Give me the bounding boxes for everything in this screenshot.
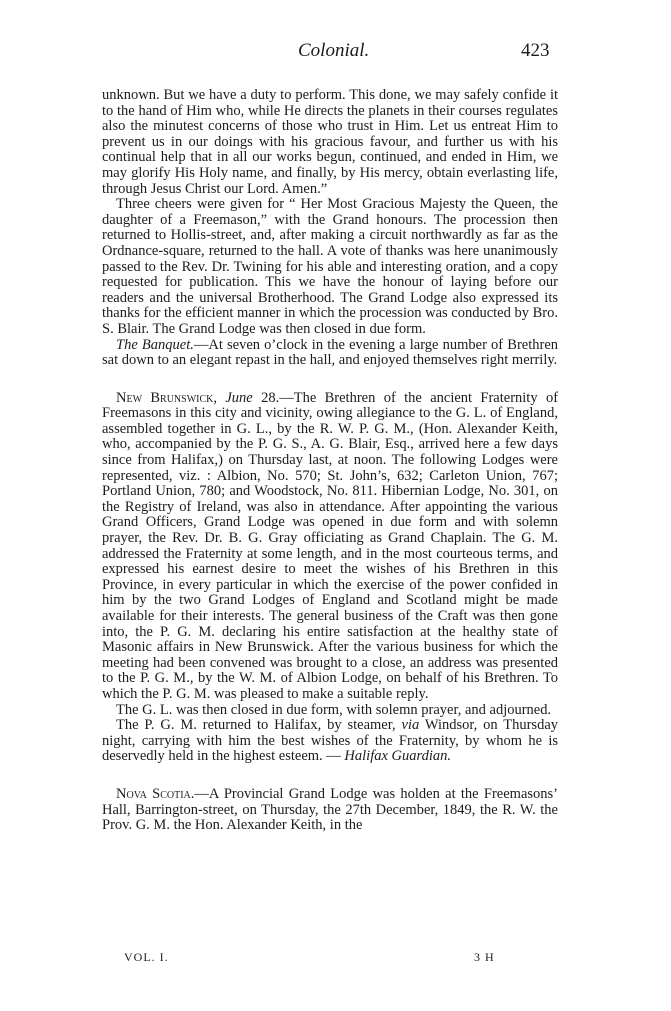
new-brunswick-heading: New Brunswick [116,389,214,406]
via-word: via [401,717,420,734]
pgm-returned-text-b: Windsor, on Thursday night, carrying with him the best wishes of the Fraternity, by whom he is deservedly held in the highest esteem. — [102,717,559,765]
paragraph-gl-closed: The G. L. was then closed in due form, with solemn prayer, and adjourned. [116,701,552,718]
nova-scotia-heading: Nova Scotia [116,785,191,802]
nova-scotia-text: .—A Provincial Grand Lodge was holden at the Freemasons’ Hall, Barrington-street, on Thursday, the 27th December, 1849, the R. W. the Prov. G. M. the Hon. Alexander Keith, in the [102,785,558,834]
paragraph-banquet [102,338,558,369]
volume-mark: VOL. I. [124,950,169,964]
paragraph-nova-scotia [102,787,558,834]
new-brunswick-text: 28.—The Brethren of the ancient Fraternity of Freemasons in this city and vicinity, owing allegiance to the G. L. of England, assembled together in G. L., by the R. W. P. G. M., (Hon. Alexander Keith, who, accompanied by the P. G. S., A. G. Blair, Esq., arrived here a few days since from Halifax,) on Thursday last, at noon. The following Lodges were represented, viz. : Albion, No. 570; St. John’s, 632; Carleton Union, 767; Portland Union, 780; and Woodstock, No. 811. Hibernian Lodge, No. 301, on the Registry of Ireland, was also in attendance. After appointing the various Grand Officers, Grand Lodge was opened in due form and with solemn prayer, the Rev. Dr. B. G. Gray officiating as Grand Chaplain. The G. M. addressed the Fraternity at some length, and in the most courteous terms, and expressed his earnest desire to meet the wishes of his Brethren in this Province, in every particular in which the exercise of the power confided in him by the two Grand Lodges of England and Scotland might be made available for their interests. The general business of the Craft was then gone into, the P. G. M. declaring his entire satisfaction at the healthy state of Masonic affairs in New Brunswick. After the various business for which the meeting had been convened was brought to a close, an address was presented to the P. G. M., by the W. M. of Albion Lodge, on behalf of his Brethren. To which the P. G. M. was pleased to make a suitable reply. [102,389,559,702]
signature-mark: 3 H [474,950,495,964]
page-header [0,40,671,80]
heading-separator: , [213,389,226,406]
source-citation: Halifax Guardian. [344,748,452,765]
banquet-text: —At seven o’clock in the evening a large number of Brethren sat down to an elegant repast in the hall, and enjoyed themselves right merrily. [102,336,559,369]
running-title: Colonial. [298,40,370,61]
page-footer [0,950,671,970]
article-body [102,88,558,834]
page-number: 423 [521,40,550,61]
paragraph-procession: Three cheers were given for “ Her Most Gracious Majesty the Queen, the daughter of a Freemason,” with the Grand honours. The procession then returned to Hollis-street, and, after making a circuit northwardly as far as the Ordnance-square, returned to the hall. A vote of thanks was here unanimously passed to the Rev. Dr. Twining for his able and interesting oration, and a copy requested for publication. This we have the honour of laying before our readers and the universal Brotherhood. The Grand Lodge also expressed its thanks for the efficient manner in which the procession was conducted by Bro. S. Blair. The Grand Lodge was then closed in due form. [102,196,558,337]
pgm-returned-text-a: The P. G. M. returned to Halifax, by steamer, [116,717,402,734]
paragraph-new-brunswick [102,391,558,703]
paragraph-pgm-returned [102,718,558,765]
new-brunswick-date: June [225,389,253,406]
banquet-heading: The Banquet. [116,336,194,353]
paragraph-prayer-ending: unknown. But we have a duty to perform. This done, we may safely confide it to the hand of Him who, while He directs the planets in their courses regulates also the minutest concerns of those who trust in Him. Let us entreat Him to prevent us in our doings with his gracious favour, and further us with his continual help that in all our works begun, continued, and ended in Him, we may glorify His Holy name, and finally, by His mercy, obtain everlasting life, through Jesus Christ our Lord. Amen.” [102,87,558,197]
